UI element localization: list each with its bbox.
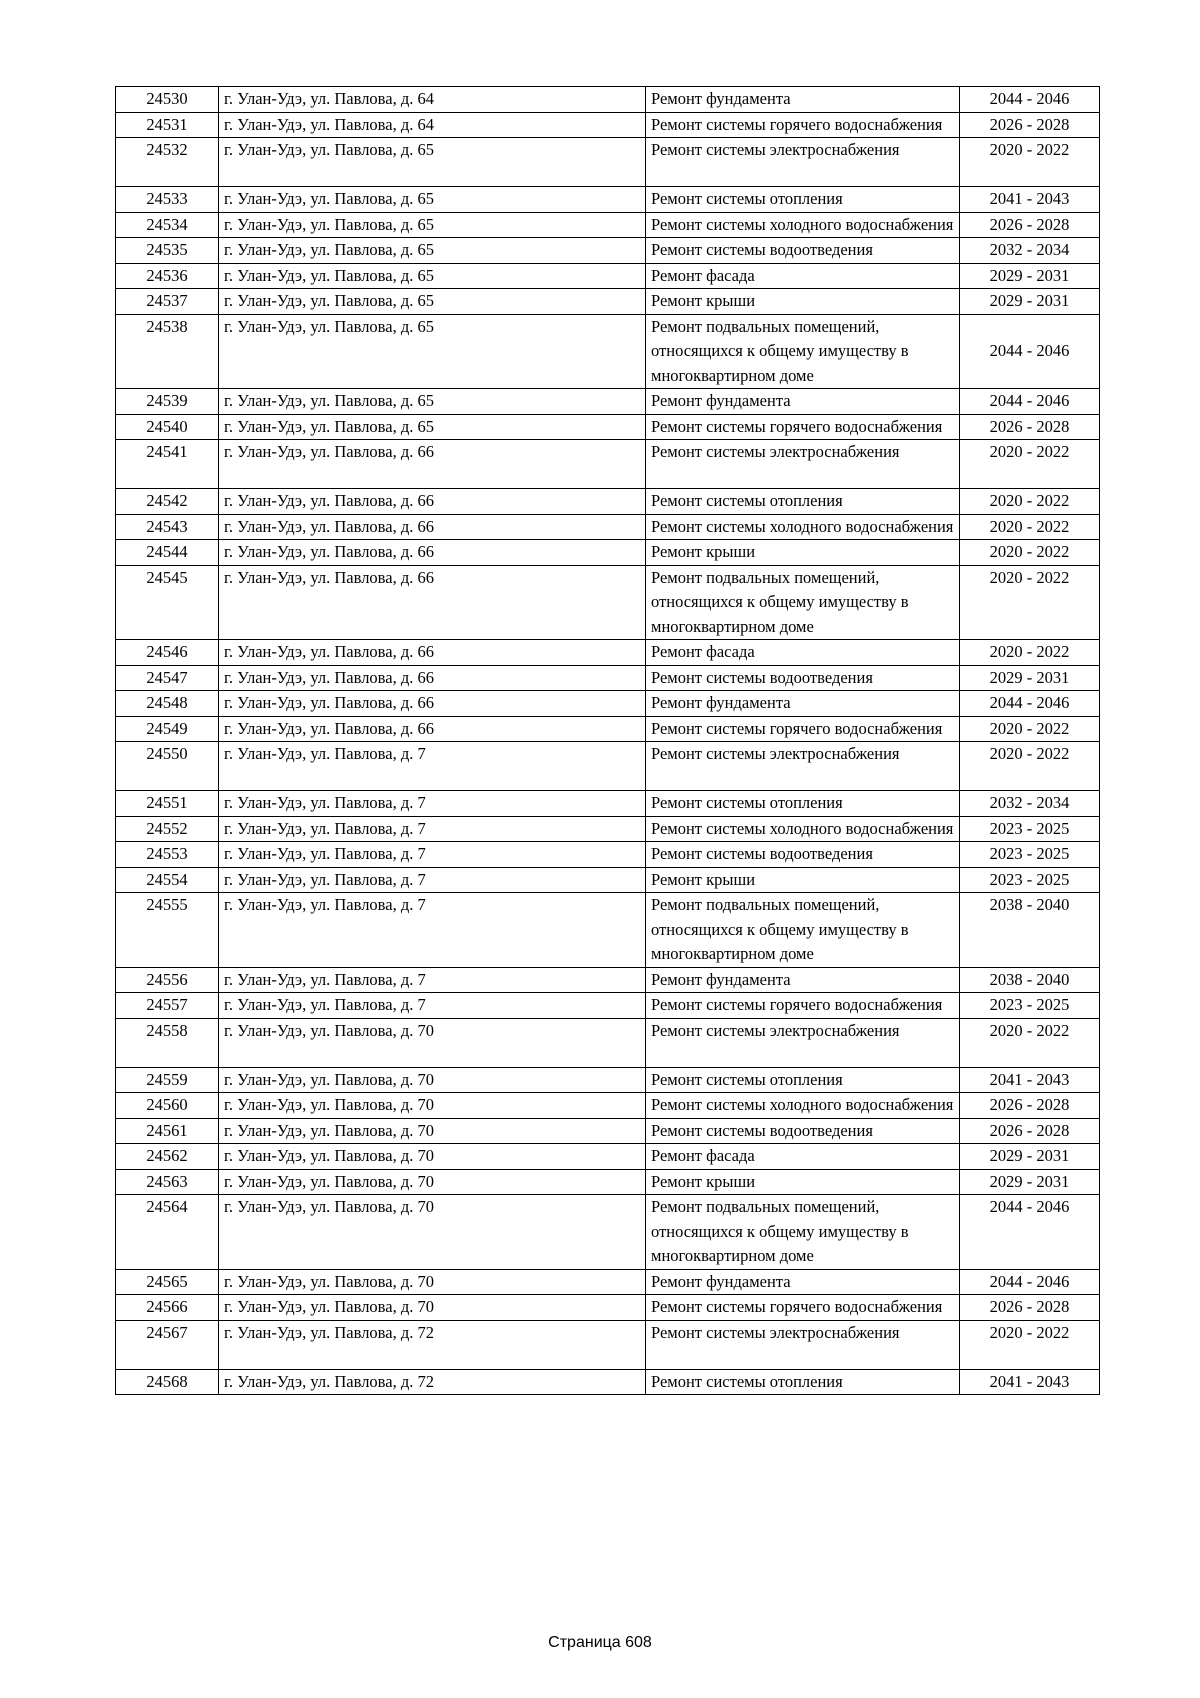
work-type-cell: Ремонт фундамента bbox=[646, 1269, 960, 1295]
row-number: 24543 bbox=[116, 514, 219, 540]
row-number: 24541 bbox=[116, 440, 219, 489]
address-cell: г. Улан-Удэ, ул. Павлова, д. 64 bbox=[219, 112, 646, 138]
table-row bbox=[116, 742, 1100, 791]
table-row bbox=[116, 1269, 1100, 1295]
table-row bbox=[116, 665, 1100, 691]
table-row bbox=[116, 893, 1100, 968]
address-cell: г. Улан-Удэ, ул. Павлова, д. 70 bbox=[219, 1269, 646, 1295]
row-number: 24530 bbox=[116, 87, 219, 113]
table-row bbox=[116, 514, 1100, 540]
row-number: 24534 bbox=[116, 212, 219, 238]
address-cell: г. Улан-Удэ, ул. Павлова, д. 70 bbox=[219, 1295, 646, 1321]
table-row bbox=[116, 791, 1100, 817]
table-row bbox=[116, 1093, 1100, 1119]
address-cell: г. Улан-Удэ, ул. Павлова, д. 70 bbox=[219, 1169, 646, 1195]
row-number: 24555 bbox=[116, 893, 219, 968]
row-number: 24544 bbox=[116, 540, 219, 566]
period-cell: 2044 - 2046 bbox=[960, 1269, 1100, 1295]
table-row bbox=[116, 816, 1100, 842]
period-cell: 2020 - 2022 bbox=[960, 716, 1100, 742]
address-cell: г. Улан-Удэ, ул. Павлова, д. 7 bbox=[219, 993, 646, 1019]
address-cell: г. Улан-Удэ, ул. Павлова, д. 70 bbox=[219, 1018, 646, 1067]
address-cell: г. Улан-Удэ, ул. Павлова, д. 70 bbox=[219, 1067, 646, 1093]
work-type-cell: Ремонт системы электроснабжения bbox=[646, 1320, 960, 1369]
period-cell: 2029 - 2031 bbox=[960, 1144, 1100, 1170]
address-cell: г. Улан-Удэ, ул. Павлова, д. 7 bbox=[219, 893, 646, 968]
period-cell: 2029 - 2031 bbox=[960, 1169, 1100, 1195]
period-cell: 2044 - 2046 bbox=[960, 87, 1100, 113]
table-row bbox=[116, 440, 1100, 489]
period-cell: 2023 - 2025 bbox=[960, 816, 1100, 842]
work-type-cell: Ремонт крыши bbox=[646, 867, 960, 893]
table-row bbox=[116, 967, 1100, 993]
row-number: 24532 bbox=[116, 138, 219, 187]
table-row bbox=[116, 87, 1100, 113]
table-row bbox=[116, 1320, 1100, 1369]
period-cell: 2038 - 2040 bbox=[960, 967, 1100, 993]
period-cell: 2026 - 2028 bbox=[960, 1093, 1100, 1119]
work-type-cell: Ремонт фундамента bbox=[646, 389, 960, 415]
address-cell: г. Улан-Удэ, ул. Павлова, д. 65 bbox=[219, 138, 646, 187]
address-cell: г. Улан-Удэ, ул. Павлова, д. 66 bbox=[219, 691, 646, 717]
row-number: 24561 bbox=[116, 1118, 219, 1144]
work-type-cell: Ремонт системы водоотведения bbox=[646, 842, 960, 868]
address-cell: г. Улан-Удэ, ул. Павлова, д. 66 bbox=[219, 514, 646, 540]
period-cell: 2026 - 2028 bbox=[960, 414, 1100, 440]
table-row bbox=[116, 842, 1100, 868]
period-cell: 2020 - 2022 bbox=[960, 1018, 1100, 1067]
table-row bbox=[116, 1144, 1100, 1170]
work-type-cell: Ремонт системы водоотведения bbox=[646, 665, 960, 691]
address-cell: г. Улан-Удэ, ул. Павлова, д. 72 bbox=[219, 1320, 646, 1369]
work-type-cell: Ремонт подвальных помещений, относящихся к общему имуществу в многоквартирном доме bbox=[646, 1195, 960, 1270]
address-cell: г. Улан-Удэ, ул. Павлова, д. 66 bbox=[219, 440, 646, 489]
row-number: 24563 bbox=[116, 1169, 219, 1195]
address-cell: г. Улан-Удэ, ул. Павлова, д. 7 bbox=[219, 867, 646, 893]
table-row bbox=[116, 993, 1100, 1019]
table-row bbox=[116, 1295, 1100, 1321]
table-row bbox=[116, 389, 1100, 415]
work-type-cell: Ремонт фундамента bbox=[646, 967, 960, 993]
period-cell: 2041 - 2043 bbox=[960, 1369, 1100, 1395]
table-row bbox=[116, 138, 1100, 187]
work-type-cell: Ремонт крыши bbox=[646, 289, 960, 315]
period-cell: 2029 - 2031 bbox=[960, 289, 1100, 315]
work-type-cell: Ремонт фасада bbox=[646, 1144, 960, 1170]
table-row bbox=[116, 238, 1100, 264]
period-cell: 2023 - 2025 bbox=[960, 867, 1100, 893]
row-number: 24539 bbox=[116, 389, 219, 415]
row-number: 24547 bbox=[116, 665, 219, 691]
address-cell: г. Улан-Удэ, ул. Павлова, д. 65 bbox=[219, 314, 646, 389]
address-cell: г. Улан-Удэ, ул. Павлова, д. 70 bbox=[219, 1195, 646, 1270]
period-cell: 2026 - 2028 bbox=[960, 212, 1100, 238]
row-number: 24542 bbox=[116, 489, 219, 515]
work-type-cell: Ремонт системы холодного водоснабжения bbox=[646, 1093, 960, 1119]
address-cell: г. Улан-Удэ, ул. Павлова, д. 7 bbox=[219, 967, 646, 993]
row-number: 24537 bbox=[116, 289, 219, 315]
work-type-cell: Ремонт системы отопления bbox=[646, 791, 960, 817]
row-number: 24538 bbox=[116, 314, 219, 389]
period-cell: 2029 - 2031 bbox=[960, 263, 1100, 289]
row-number: 24565 bbox=[116, 1269, 219, 1295]
period-cell: 2020 - 2022 bbox=[960, 565, 1100, 640]
work-type-cell: Ремонт системы отопления bbox=[646, 1369, 960, 1395]
address-cell: г. Улан-Удэ, ул. Павлова, д. 66 bbox=[219, 540, 646, 566]
table-row bbox=[116, 187, 1100, 213]
table-row bbox=[116, 112, 1100, 138]
work-type-cell: Ремонт системы горячего водоснабжения bbox=[646, 414, 960, 440]
address-cell: г. Улан-Удэ, ул. Павлова, д. 65 bbox=[219, 238, 646, 264]
address-cell: г. Улан-Удэ, ул. Павлова, д. 65 bbox=[219, 263, 646, 289]
address-cell: г. Улан-Удэ, ул. Павлова, д. 7 bbox=[219, 842, 646, 868]
address-cell: г. Улан-Удэ, ул. Павлова, д. 70 bbox=[219, 1144, 646, 1170]
period-cell: 2029 - 2031 bbox=[960, 665, 1100, 691]
work-type-cell: Ремонт фасада bbox=[646, 640, 960, 666]
address-cell: г. Улан-Удэ, ул. Павлова, д. 65 bbox=[219, 289, 646, 315]
row-number: 24566 bbox=[116, 1295, 219, 1321]
row-number: 24567 bbox=[116, 1320, 219, 1369]
table-row bbox=[116, 314, 1100, 389]
period-cell: 2032 - 2034 bbox=[960, 791, 1100, 817]
work-type-cell: Ремонт системы горячего водоснабжения bbox=[646, 716, 960, 742]
address-cell: г. Улан-Удэ, ул. Павлова, д. 72 bbox=[219, 1369, 646, 1395]
address-cell: г. Улан-Удэ, ул. Павлова, д. 65 bbox=[219, 212, 646, 238]
work-type-cell: Ремонт фундамента bbox=[646, 87, 960, 113]
work-type-cell: Ремонт системы электроснабжения bbox=[646, 440, 960, 489]
work-type-cell: Ремонт системы водоотведения bbox=[646, 1118, 960, 1144]
period-cell: 2026 - 2028 bbox=[960, 112, 1100, 138]
table-row bbox=[116, 1118, 1100, 1144]
work-type-cell: Ремонт системы холодного водоснабжения bbox=[646, 816, 960, 842]
table-row bbox=[116, 289, 1100, 315]
address-cell: г. Улан-Удэ, ул. Павлова, д. 70 bbox=[219, 1118, 646, 1144]
period-cell: 2023 - 2025 bbox=[960, 842, 1100, 868]
row-number: 24562 bbox=[116, 1144, 219, 1170]
period-cell: 2020 - 2022 bbox=[960, 514, 1100, 540]
row-number: 24551 bbox=[116, 791, 219, 817]
work-type-cell: Ремонт подвальных помещений, относящихся к общему имуществу в многоквартирном доме bbox=[646, 565, 960, 640]
address-cell: г. Улан-Удэ, ул. Павлова, д. 70 bbox=[219, 1093, 646, 1119]
table-row bbox=[116, 1018, 1100, 1067]
address-cell: г. Улан-Удэ, ул. Павлова, д. 66 bbox=[219, 565, 646, 640]
row-number: 24552 bbox=[116, 816, 219, 842]
period-cell: 2044 - 2046 bbox=[960, 1195, 1100, 1270]
address-cell: г. Улан-Удэ, ул. Павлова, д. 65 bbox=[219, 414, 646, 440]
row-number: 24558 bbox=[116, 1018, 219, 1067]
period-cell: 2020 - 2022 bbox=[960, 540, 1100, 566]
row-number: 24540 bbox=[116, 414, 219, 440]
address-cell: г. Улан-Удэ, ул. Павлова, д. 65 bbox=[219, 187, 646, 213]
period-cell: 2041 - 2043 bbox=[960, 187, 1100, 213]
table-row bbox=[116, 1369, 1100, 1395]
row-number: 24546 bbox=[116, 640, 219, 666]
work-type-cell: Ремонт системы водоотведения bbox=[646, 238, 960, 264]
work-type-cell: Ремонт крыши bbox=[646, 1169, 960, 1195]
work-type-cell: Ремонт системы горячего водоснабжения bbox=[646, 1295, 960, 1321]
table-row bbox=[116, 489, 1100, 515]
page-number: Страница 608 bbox=[548, 1634, 652, 1651]
table-row bbox=[116, 640, 1100, 666]
work-type-cell: Ремонт системы горячего водоснабжения bbox=[646, 112, 960, 138]
work-type-cell: Ремонт подвальных помещений, относящихся к общему имуществу в многоквартирном доме bbox=[646, 893, 960, 968]
address-cell: г. Улан-Удэ, ул. Павлова, д. 66 bbox=[219, 489, 646, 515]
table-row bbox=[116, 414, 1100, 440]
period-cell: 2020 - 2022 bbox=[960, 1320, 1100, 1369]
repair-schedule-table bbox=[115, 86, 1100, 1395]
address-cell: г. Улан-Удэ, ул. Павлова, д. 66 bbox=[219, 665, 646, 691]
table-row bbox=[116, 540, 1100, 566]
address-cell: г. Улан-Удэ, ул. Павлова, д. 7 bbox=[219, 742, 646, 791]
row-number: 24553 bbox=[116, 842, 219, 868]
period-cell: 2026 - 2028 bbox=[960, 1295, 1100, 1321]
table-body bbox=[116, 87, 1100, 1395]
row-number: 24536 bbox=[116, 263, 219, 289]
row-number: 24550 bbox=[116, 742, 219, 791]
work-type-cell: Ремонт подвальных помещений, относящихся к общему имуществу в многоквартирном доме bbox=[646, 314, 960, 389]
row-number: 24535 bbox=[116, 238, 219, 264]
table-row bbox=[116, 212, 1100, 238]
period-cell: 2020 - 2022 bbox=[960, 489, 1100, 515]
work-type-cell: Ремонт системы отопления bbox=[646, 1067, 960, 1093]
address-cell: г. Улан-Удэ, ул. Павлова, д. 7 bbox=[219, 791, 646, 817]
row-number: 24549 bbox=[116, 716, 219, 742]
table-row bbox=[116, 716, 1100, 742]
address-cell: г. Улан-Удэ, ул. Павлова, д. 65 bbox=[219, 389, 646, 415]
row-number: 24556 bbox=[116, 967, 219, 993]
row-number: 24559 bbox=[116, 1067, 219, 1093]
table-row bbox=[116, 691, 1100, 717]
period-cell: 2044 - 2046 bbox=[960, 389, 1100, 415]
row-number: 24548 bbox=[116, 691, 219, 717]
row-number: 24531 bbox=[116, 112, 219, 138]
table-row bbox=[116, 263, 1100, 289]
work-type-cell: Ремонт системы электроснабжения bbox=[646, 138, 960, 187]
table-row bbox=[116, 1195, 1100, 1270]
address-cell: г. Улан-Удэ, ул. Павлова, д. 7 bbox=[219, 816, 646, 842]
work-type-cell: Ремонт системы электроснабжения bbox=[646, 1018, 960, 1067]
row-number: 24557 bbox=[116, 993, 219, 1019]
table-row bbox=[116, 1169, 1100, 1195]
period-cell: 2020 - 2022 bbox=[960, 742, 1100, 791]
work-type-cell: Ремонт системы холодного водоснабжения bbox=[646, 514, 960, 540]
row-number: 24533 bbox=[116, 187, 219, 213]
address-cell: г. Улан-Удэ, ул. Павлова, д. 66 bbox=[219, 716, 646, 742]
period-cell: 2020 - 2022 bbox=[960, 138, 1100, 187]
period-cell: 2044 - 2046 bbox=[960, 314, 1100, 389]
work-type-cell: Ремонт фундамента bbox=[646, 691, 960, 717]
period-cell: 2026 - 2028 bbox=[960, 1118, 1100, 1144]
table-row bbox=[116, 867, 1100, 893]
period-cell: 2020 - 2022 bbox=[960, 440, 1100, 489]
period-cell: 2041 - 2043 bbox=[960, 1067, 1100, 1093]
work-type-cell: Ремонт системы отопления bbox=[646, 489, 960, 515]
period-cell: 2023 - 2025 bbox=[960, 993, 1100, 1019]
table-row bbox=[116, 1067, 1100, 1093]
row-number: 24564 bbox=[116, 1195, 219, 1270]
table-row bbox=[116, 565, 1100, 640]
period-cell: 2020 - 2022 bbox=[960, 640, 1100, 666]
work-type-cell: Ремонт системы холодного водоснабжения bbox=[646, 212, 960, 238]
row-number: 24568 bbox=[116, 1369, 219, 1395]
row-number: 24560 bbox=[116, 1093, 219, 1119]
row-number: 24545 bbox=[116, 565, 219, 640]
work-type-cell: Ремонт системы электроснабжения bbox=[646, 742, 960, 791]
period-cell: 2032 - 2034 bbox=[960, 238, 1100, 264]
period-cell: 2044 - 2046 bbox=[960, 691, 1100, 717]
work-type-cell: Ремонт крыши bbox=[646, 540, 960, 566]
work-type-cell: Ремонт системы отопления bbox=[646, 187, 960, 213]
address-cell: г. Улан-Удэ, ул. Павлова, д. 64 bbox=[219, 87, 646, 113]
period-cell: 2038 - 2040 bbox=[960, 893, 1100, 968]
row-number: 24554 bbox=[116, 867, 219, 893]
work-type-cell: Ремонт фасада bbox=[646, 263, 960, 289]
address-cell: г. Улан-Удэ, ул. Павлова, д. 66 bbox=[219, 640, 646, 666]
work-type-cell: Ремонт системы горячего водоснабжения bbox=[646, 993, 960, 1019]
